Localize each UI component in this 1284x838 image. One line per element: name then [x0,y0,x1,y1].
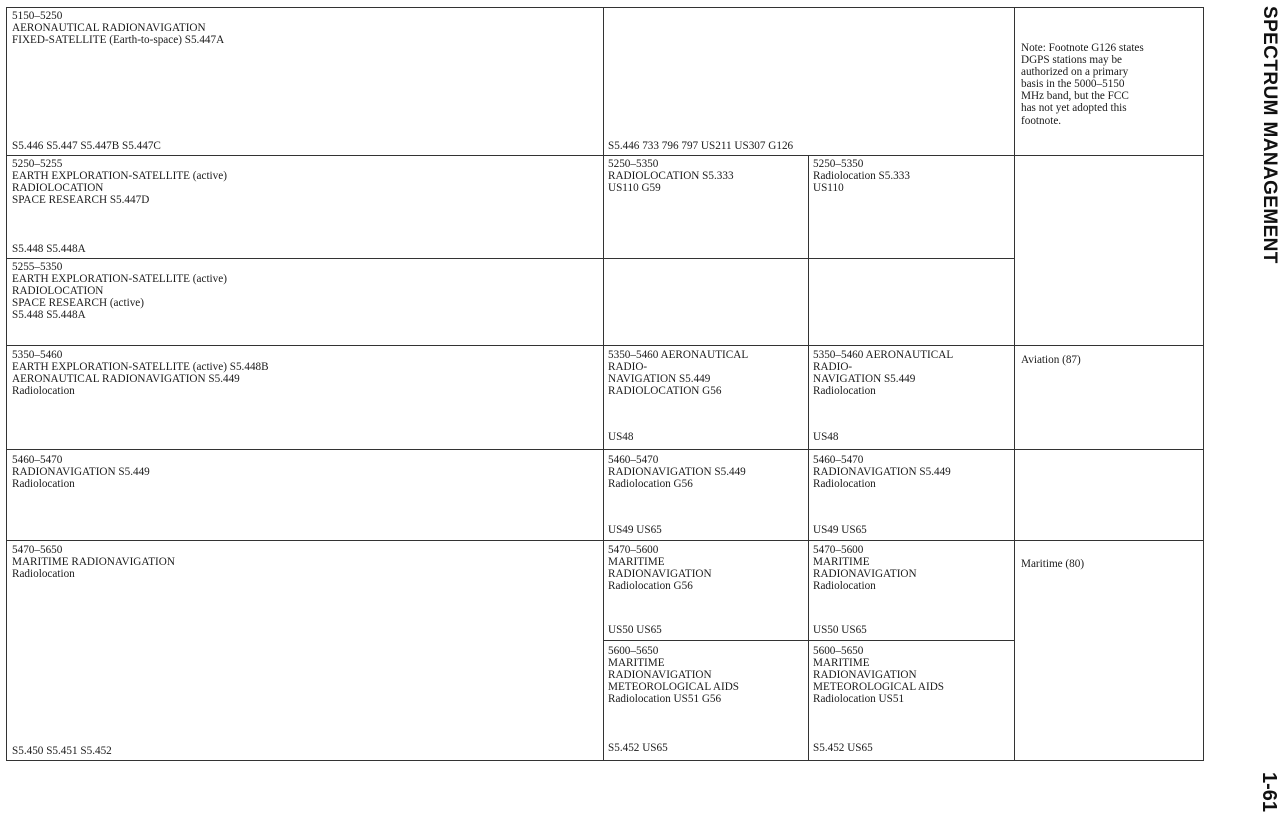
rule-gov-5250-inner [603,258,1015,259]
rule-col-3 [808,155,809,761]
cell-5250-notes [1014,156,1204,342]
cell-line: basis in the 5000–5150 [1021,78,1125,91]
section-title: SPECTRUM MANAGEMENT [1259,6,1280,264]
cell-line: 5600–5650 [813,645,864,657]
rule-row-3 [6,449,1204,450]
rule-row-4 [6,540,1204,541]
rule-row-5600 [603,640,1015,641]
rule-intl-5255 [6,258,604,259]
cell-line: 5460–5470 [813,454,864,466]
cell-5600-government-b [603,643,808,757]
cell-line: footnote. [1021,114,1062,127]
cell-line: RADIONAVIGATION S5.449 [12,466,150,479]
cell-5350-international [7,347,603,446]
cell-line: 5150–5250 [12,10,63,22]
cell-line: Radiolocation G56 [608,478,693,491]
cell-line: 5460–5470 [12,454,63,466]
cell-line: Radiolocation US51 G56 [608,693,722,706]
cell-line: SPACE RESEARCH S5.447D [12,194,150,207]
cell-line: RADIOLOCATION [12,182,104,195]
cell-5350-government [603,347,808,446]
cell-footnotes: US48 [813,430,839,443]
cell-footnotes: S5.446 733 796 797 US211 US307 G126 [608,139,794,152]
cell-line: EARTH EXPLORATION-SATELLITE (active) [12,170,227,183]
cell-footnotes: S5.448 S5.448A [12,242,86,255]
cell-line: AERONAUTICAL RADIONAVIGATION S5.449 [12,373,240,386]
cell-5470-international [7,542,603,760]
cell-line: FIXED-SATELLITE (Earth-to-space) S5.447A [12,34,225,47]
cell-line: Maritime (80) [1021,558,1085,570]
cell-line: MARITIME RADIONAVIGATION [12,556,175,569]
cell-line: METEOROLOGICAL AIDS [608,681,740,694]
cell-line: Radiolocation [12,568,75,581]
cell-line: NAVIGATION S5.449 [813,373,916,386]
cell-5600-non-government-b [808,643,1014,757]
cell-5250-international-a [7,156,603,258]
cell-5460-non-government [808,452,1014,539]
cell-line: Radiolocation G56 [608,580,693,593]
cell-5470-non-government-a [808,542,1014,639]
cell-5470-notes [1014,556,1204,756]
cell-line: RADIO- [608,361,648,374]
cell-line: RADIONAVIGATION [813,669,917,682]
cell-footnotes: S5.452 US65 [608,741,668,754]
cell-line: RADIONAVIGATION [608,669,712,682]
cell-line: 5460–5470 [608,454,659,466]
cell-line: RADIOLOCATION S5.333 [608,170,734,183]
cell-line: MARITIME [608,556,665,569]
cell-5150-notes [1014,40,1204,155]
cell-line: NAVIGATION S5.449 [608,373,711,386]
cell-line: RADIOLOCATION [12,285,104,298]
cell-line: 5350–5460 AERONAUTICAL [608,349,749,361]
cell-footnotes: US50 US65 [813,623,867,636]
cell-line: RADIONAVIGATION S5.449 [813,466,951,479]
rule-row-2 [6,345,1204,346]
rule-col-2 [603,7,604,761]
cell-line: MARITIME [813,657,870,670]
cell-footnotes: US49 US65 [813,523,867,536]
cell-line: RADIONAVIGATION [608,568,712,581]
cell-5460-international [7,452,603,539]
cell-line: RADIO- [813,361,853,374]
cell-5150-international [7,8,603,155]
cell-line: Note: Footnote G126 states [1021,42,1144,54]
cell-5350-non-government [808,347,1014,446]
cell-5250-non-government [808,156,1014,342]
cell-line: METEOROLOGICAL AIDS [813,681,945,694]
cell-line: has not yet adopted this [1021,102,1127,115]
cell-line: Radiolocation S5.333 [813,170,910,183]
cell-line: 5250–5350 [608,158,659,170]
cell-line: MARITIME [608,657,665,670]
cell-footnotes: S5.450 S5.451 S5.452 [12,744,112,757]
cell-line: 5600–5650 [608,645,659,657]
cell-line: Radiolocation [12,385,75,398]
cell-line: RADIONAVIGATION S5.449 [608,466,746,479]
cell-line: EARTH EXPLORATION-SATELLITE (active) S5.448B [12,361,269,374]
cell-line: AERONAUTICAL RADIONAVIGATION [12,22,206,35]
rule-right [1203,7,1204,761]
cell-line: EARTH EXPLORATION-SATELLITE (active) [12,273,227,286]
cell-5460-notes [1014,452,1204,539]
cell-line: US110 [813,182,844,195]
cell-line: Radiolocation US51 [813,693,905,706]
cell-line: DGPS stations may be [1021,54,1122,67]
cell-line: 5470–5600 [813,544,864,556]
cell-line: Radiolocation [813,385,876,398]
cell-line: RADIONAVIGATION [813,568,917,581]
cell-5470-government-a [603,542,808,639]
cell-line: US110 G59 [608,182,661,195]
cell-line: Aviation (87) [1021,354,1081,366]
cell-line: MARITIME [813,556,870,569]
cell-line: SPACE RESEARCH (active) [12,297,144,310]
rule-left [6,7,7,761]
cell-line: 5250–5350 [813,158,864,170]
cell-line: 5250–5255 [12,158,63,170]
rule-bottom [6,760,1204,761]
cell-footnotes: US49 US65 [608,523,662,536]
cell-line: Radiolocation [12,478,75,491]
cell-line: authorized on a primary [1021,66,1129,79]
page-number: 1-61 [1258,772,1280,813]
cell-line: 5255–5350 [12,261,63,273]
cell-line: 5470–5650 [12,544,63,556]
cell-5250-government [603,156,808,342]
cell-footnotes: S5.452 US65 [813,741,873,754]
rule-col-4 [1014,7,1015,761]
cell-5350-notes [1014,352,1204,446]
rule-top [6,7,1204,8]
cell-footnotes: US48 [608,430,634,443]
cell-line: MHz band, but the FCC [1021,90,1129,103]
cell-line: 5350–5460 [12,349,63,361]
cell-5460-government [603,452,808,539]
cell-footnotes: US50 US65 [608,623,662,636]
cell-5150-united-states [603,8,1014,155]
cell-line: S5.448 S5.448A [12,309,86,322]
cell-line: Radiolocation [813,580,876,593]
cell-line: Radiolocation [813,478,876,491]
cell-line: RADIOLOCATION G56 [608,385,722,398]
cell-line: 5470–5600 [608,544,659,556]
cell-footnotes: S5.446 S5.447 S5.447B S5.447C [12,139,161,152]
rule-row-1 [6,155,1204,156]
cell-5255-international-b [7,259,603,342]
cell-line: 5350–5460 AERONAUTICAL [813,349,954,361]
